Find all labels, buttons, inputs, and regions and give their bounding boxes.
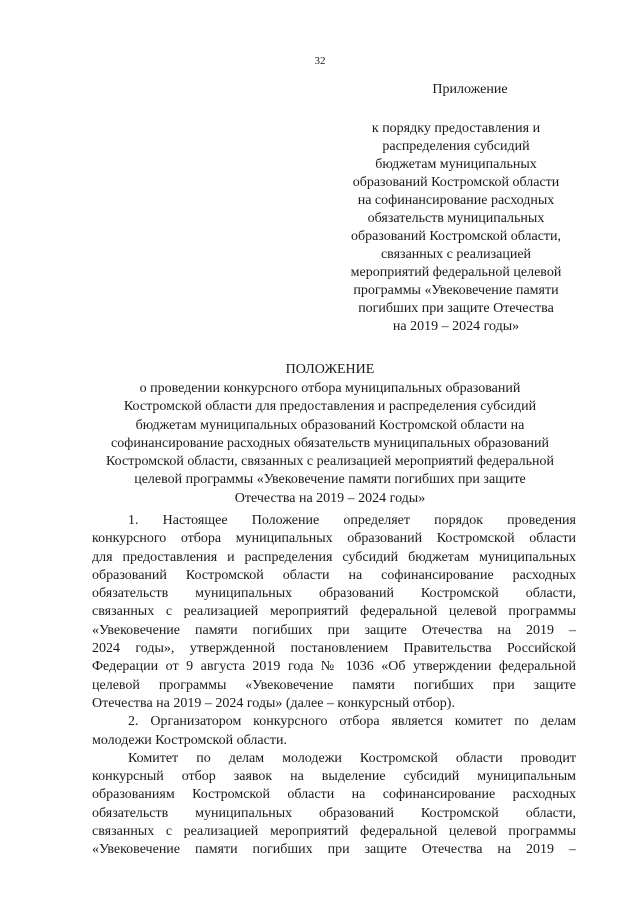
appendix-reference-line: образований Костромской области — [352, 175, 560, 190]
body-line: связанных с реализацией мероприятий федеральной целевой программы — [92, 824, 576, 840]
subtitle-line: целевой программы «Увековечение памяти погибших при защите — [134, 472, 526, 488]
appendix-reference-line: бюджетам муниципальных — [375, 157, 537, 172]
appendix-reference-line: погибших при защите Отечества — [358, 301, 554, 316]
body-line: 2. Организатором конкурсного отбора является комитет по делам — [128, 714, 576, 730]
page-number: 32 — [314, 55, 326, 67]
subtitle-line: бюджетам муниципальных образований Костромской области на — [135, 417, 525, 433]
appendix-reference-line: мероприятий федеральной целевой — [350, 265, 562, 280]
body-line: обязательств муниципальных образований Костромской области, — [92, 586, 576, 602]
body-line: конкурсный отбор заявок на выделение субсидий муниципальным — [92, 769, 576, 785]
body-line: Комитет по делам молодежи Костромской области проводит — [128, 750, 576, 766]
subtitle-line: софинансирование расходных обязательств муниципальных образований — [111, 435, 549, 451]
subtitle-line: Отечества на 2019 – 2024 годы» — [234, 490, 426, 506]
body-line: 1. Настоящее Положение определяет порядок проведения — [128, 513, 576, 528]
subtitle-line: Костромской области для предоставления и распределения субсидий — [123, 399, 537, 415]
body-line: «Увековечение памяти погибших при защите Отечества на 2019 – — [92, 842, 576, 858]
body-line: образований Костромской области на софинансирование расходных — [92, 567, 576, 583]
appendix-reference-line: на 2019 – 2024 годы» — [392, 319, 520, 334]
body-line: образованиям Костромской области на софинансирование расходных — [92, 787, 576, 803]
body-line: целевой программы «Увековечение памяти погибших при защите — [92, 677, 576, 693]
appendix-title: Приложение — [432, 82, 508, 97]
document-body — [92, 512, 576, 860]
appendix-reference-line: связанных с реализацией — [380, 247, 532, 262]
body-line: молодежи Костромской области. — [92, 732, 287, 748]
body-line: конкурсного отбора муниципальных образований Костромской области — [92, 531, 576, 547]
appendix-reference — [336, 120, 576, 336]
body-line: для предоставления и распределения субсидий бюджетам муниципальных — [92, 549, 576, 565]
appendix-reference-line: к порядку предоставления и — [371, 121, 541, 136]
body-line: «Увековечение памяти погибших при защите Отечества на 2019 – — [92, 622, 576, 638]
appendix-reference-line: обязательств муниципальных — [367, 211, 545, 226]
document-subtitle — [70, 380, 590, 508]
body-line: 2024 годы», утвержденной постановлением Правительства Российской — [92, 641, 576, 657]
body-line: обязательств муниципальных образований Костромской области, — [92, 805, 576, 821]
document-heading: ПОЛОЖЕНИЕ — [285, 362, 375, 377]
appendix-reference-line: распределения субсидий — [382, 139, 530, 154]
subtitle-line: Костромской области, связанных с реализацией мероприятий федеральной — [106, 454, 554, 470]
body-line: Федерации от 9 августа 2019 года № 1036 «Об утверждении федеральной — [92, 659, 576, 675]
subtitle-line: о проведении конкурсного отбора муниципальных образований — [139, 381, 521, 396]
appendix-reference-line: на софинансирование расходных — [357, 193, 555, 208]
body-line: связанных с реализацией мероприятий федеральной целевой программы — [92, 604, 576, 620]
appendix-reference-line: программы «Увековечение памяти — [353, 283, 559, 298]
body-line: Отечества на 2019 – 2024 годы» (далее – конкурсный отбор). — [92, 695, 455, 711]
appendix-reference-line: образований Костромской области, — [350, 229, 562, 244]
